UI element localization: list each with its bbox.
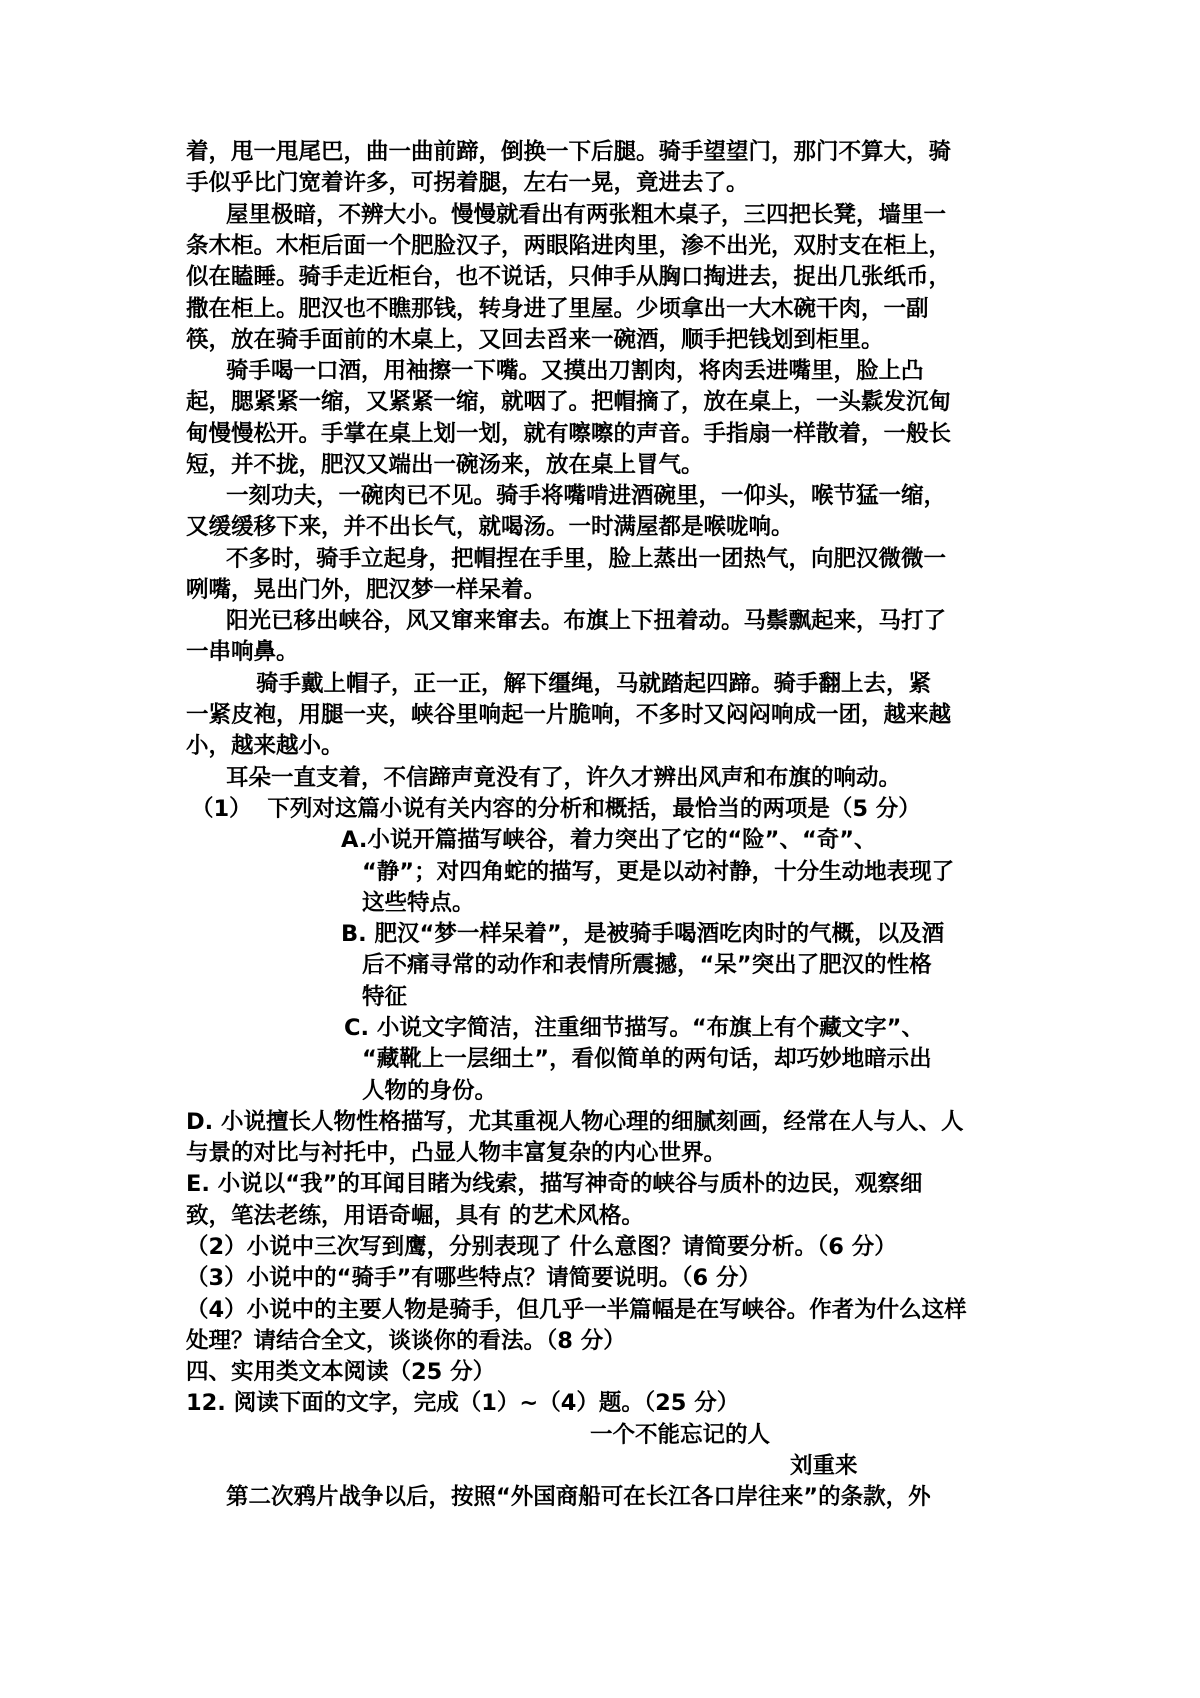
option-a-cont: 这些特点。: [362, 890, 475, 916]
text-line: 第二次鸦片战争以后，按照“外国商船可在长江各口岸往来”的条款，外: [226, 1484, 931, 1510]
option-e-cont: 致，笔法老练，用语奇崛，具有 的艺术风格。: [186, 1203, 644, 1229]
option-b: B. 肥汉“梦一样呆着”，是被骑手喝酒吃肉时的气概，以及酒: [341, 921, 945, 947]
text-line: 撒在柜上。肥汉也不瞧那钱，转身进了里屋。少顷拿出一大木碗干肉，一副: [186, 296, 929, 322]
text-line: 起，腮紧紧一缩，又紧紧一缩，就咽了。把帽摘了，放在桌上，一头鬏发沉甸: [186, 389, 952, 415]
text-line: 短，并不拢，肥汉又端出一碗汤来，放在桌上冒气。: [186, 452, 704, 478]
question-12: 12. 阅读下面的文字，完成（1）~（4）题。（25 分）: [186, 1390, 740, 1416]
question-3: （3）小说中的“骑手”有哪些特点？请简要说明。（6 分）: [186, 1265, 761, 1291]
text-line: 骑手喝一口酒，用袖擦一下嘴。又摸出刀割肉，将肉丢进嘴里，脸上凸: [226, 358, 924, 384]
option-c: C. 小说文字简洁，注重细节描写。“布旗上有个藏文字”、: [344, 1015, 924, 1041]
text-line: 咧嘴，晃出门外，肥汉梦一样呆着。: [186, 577, 547, 603]
text-line: 着，甩一甩尾巴，曲一曲前蹄，倒换一下后腿。骑手望望门，那门不算大，骑: [186, 139, 952, 165]
text-line: 一串响鼻。: [186, 639, 299, 665]
text-line: 一紧皮袍，用腿一夹，峡谷里响起一片脆响，不多时又闷闷响成一团，越来越: [186, 702, 952, 728]
question-4: （4）小说中的主要人物是骑手，但几乎一半篇幅是在写峡谷。作者为什么这样: [186, 1297, 967, 1323]
option-d-cont: 与景的对比与衬托中，凸显人物丰富复杂的内心世界。: [186, 1140, 727, 1166]
text-line: 骑手戴上帽子，正一正，解下缰绳，马就踏起四蹄。骑手翻上去，紧: [256, 671, 932, 697]
article-title: 一个不能忘记的人: [590, 1422, 771, 1448]
text-line: 甸慢慢松开。手掌在桌上划一划，就有嚓嚓的声音。手指扇一样散着，一般长: [186, 421, 952, 447]
question-4-cont: 处理？请结合全文，谈谈你的看法。（8 分）: [186, 1328, 626, 1354]
question-2: （2）小说中三次写到鹰，分别表现了 什么意图？请简要分析。（6 分）: [186, 1234, 897, 1260]
text-line: 耳朵一直支着，不信蹄声竟没有了，许久才辨出风声和布旗的响动。: [226, 765, 902, 791]
option-a-cont: “静”；对四角蛇的描写，更是以动衬静，十分生动地表现了: [362, 859, 955, 885]
option-e: E. 小说以“我”的耳闻目睹为线索，描写神奇的峡谷与质朴的边民，观察细: [186, 1171, 923, 1197]
text-line: 又缓缓移下来，并不出长气，就喝汤。一时满屋都是喉咙响。: [186, 514, 794, 540]
option-d: D. 小说擅长人物性格描写，尤其重视人物心理的细腻刻画，经常在人与人、人: [186, 1109, 964, 1135]
text-line: 小，越来越小。: [186, 733, 344, 759]
option-a: A.小说开篇描写峡谷，着力突出了它的“险”、“奇”、: [341, 827, 877, 853]
question-1: （1） 下列对这篇小说有关内容的分析和概括，最恰当的两项是（5 分）: [191, 796, 921, 822]
option-b-cont: 后不痛寻常的动作和表情所震撼，“呆”突出了肥汉的性格: [362, 952, 932, 978]
text-line: 不多时，骑手立起身，把帽捏在手里，脸上蒸出一团热气，向肥汉微微一: [226, 546, 947, 572]
option-b-cont: 特征: [362, 984, 408, 1010]
option-c-cont: “藏靴上一层细土”，看似简单的两句话，却巧妙地暗示出: [362, 1046, 932, 1072]
text-line: 一刻功夫，一碗肉已不见。骑手将嘴啃进酒碗里，一仰头，喉节猛一缩，: [226, 483, 947, 509]
text-line: 阳光已移出峡谷，风又窜来窜去。布旗上下扭着动。马鬃飘起来，马打了: [226, 608, 947, 634]
text-line: 条木柜。木柜后面一个肥脸汉子，两眼陷进肉里，渗不出光，双肘支在柜上，: [186, 233, 952, 259]
text-line: 筷，放在骑手面前的木桌上，又回去舀来一碗酒，顺手把钱划到柜里。: [186, 327, 884, 353]
text-line: 手似乎比门宽着许多，可拐着腿，左右一晃，竟进去了。: [186, 170, 749, 196]
option-c-cont: 人物的身份。: [362, 1078, 498, 1104]
text-line: 屋里极暗，不辨大小。慢慢就看出有两张粗木桌子，三四把长凳，墙里一: [226, 202, 947, 228]
text-line: 似在瞌睡。骑手走近柜台，也不说话，只伸手从胸口掏进去，捉出几张纸币，: [186, 264, 952, 290]
section-heading: 四、实用类文本阅读（25 分）: [186, 1359, 496, 1385]
article-author: 刘重来: [790, 1453, 858, 1479]
